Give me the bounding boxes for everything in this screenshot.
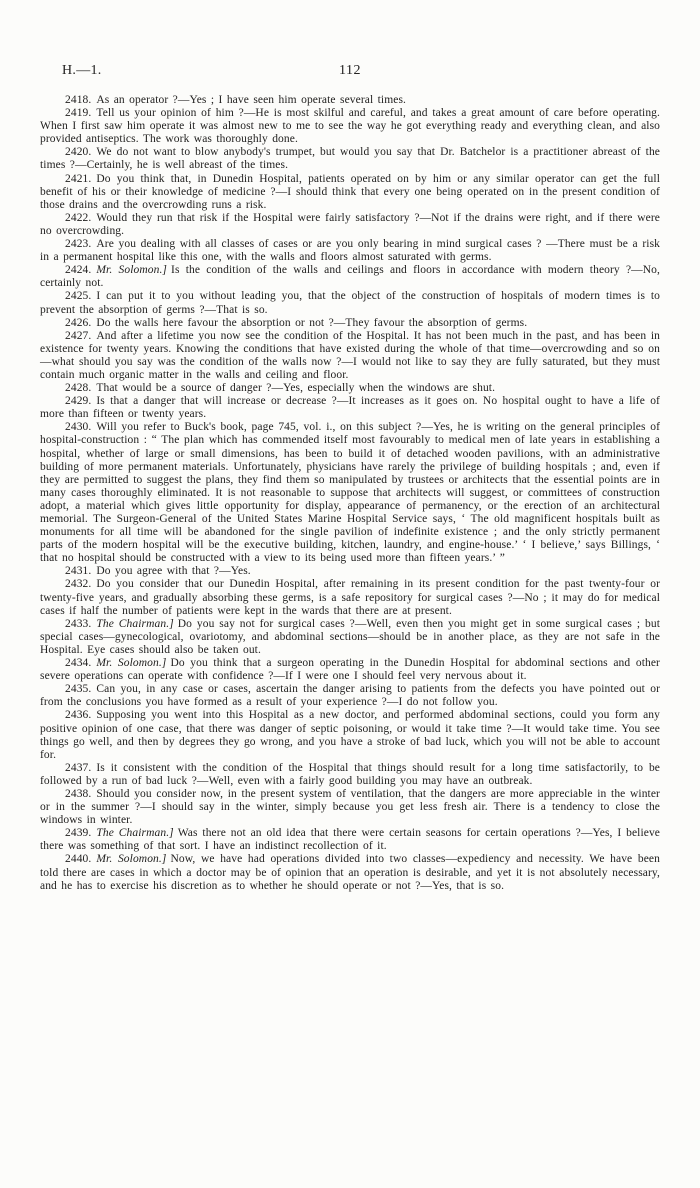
- qa-text: Tell us your opinion of him ?—He is most skilful and careful, and takes a great amount of care before operating. When I first saw him operate it was almost new to me to see the way he got everything ready and everything clean, and also provided antiseptics. The work was thoroughly done.: [40, 107, 660, 146]
- qa-text: Do you say not for surgical cases ?—Well, even then you might get in some surgical cases ; but special cases—gynecological, ovariotomy, and abdominal sections—should be in another place, as they are not safe in the Hospital. Eye cases should also be taken out.: [40, 617, 661, 656]
- question-number: 2430.: [65, 421, 92, 434]
- qa-paragraph: [40, 107, 660, 146]
- qa-paragraph: [40, 317, 660, 330]
- question-number: 2439.: [65, 827, 92, 840]
- qa-paragraph: [40, 395, 660, 421]
- qa-paragraph: [40, 709, 660, 761]
- qa-paragraph: [40, 173, 660, 212]
- page-number: 112: [339, 63, 361, 78]
- qa-paragraph: [40, 827, 660, 853]
- qa-paragraph: [40, 238, 660, 264]
- question-number: 2433.: [65, 617, 92, 630]
- question-number: 2435.: [65, 683, 92, 696]
- qa-paragraph: [40, 788, 660, 827]
- qa-text: Do you think that, in Dunedin Hospital, patients operated on by him or any similar operator can get the full benefit of his or their knowledge of medicine ?—I should think that every one being operated on in the present condition of those drains and the overcrowding runs a risk.: [40, 172, 660, 211]
- question-number: 2440.: [65, 853, 92, 866]
- qa-paragraph: [40, 683, 660, 709]
- qa-text: Is the condition of the walls and ceilings and floors in accordance with modern theory ?—No, certainly not.: [40, 264, 660, 290]
- qa-text: Should you consider now, in the present system of ventilation, that the dangers are more appreciable in the winter or in the summer ?—I should say in the winter, simply because you get less fresh air. There is a tendency to close the windows in winter.: [40, 787, 660, 827]
- question-number: 2429.: [65, 395, 92, 408]
- question-number: 2426.: [65, 316, 92, 329]
- qa-paragraph: [40, 853, 660, 892]
- qa-text: Do the walls here favour the absorption or not ?—They favour the absorption of germs.: [96, 316, 528, 329]
- qa-text: Do you consider that our Dunedin Hospital, after remaining in its present condition for the past twenty-four or twenty-five years, and gradually absorbing these germs, is a safe repository for surgical cases ?—No ; it may do for medical cases if half the number of patients were kept in the wards that there are at present.: [40, 578, 660, 617]
- question-number: 2432.: [65, 578, 92, 591]
- page-header: [40, 63, 660, 81]
- qa-text: Is that a danger that will increase or decrease ?—It increases as it goes on. No hospital ought to have a life of more than fifteen or twenty years.: [40, 395, 660, 421]
- transcript-body: [40, 94, 660, 893]
- qa-text: Now, we have had operations divided into two classes—expediency and necessity. We have been told there are cases in which a doctor may be of opinion that an operation is desirable, and yet it is not absolutely necessary, and he has to exercise his discretion as to whether he should operate or not ?—Yes, that is so.: [40, 853, 660, 892]
- speaker-name: Mr. Solomon.]: [96, 264, 168, 277]
- qa-paragraph: [40, 146, 660, 172]
- question-number: 2427.: [65, 329, 92, 342]
- qa-paragraph: [40, 578, 660, 617]
- question-number: 2428.: [65, 382, 92, 395]
- qa-text: Can you, in any case or cases, ascertain the danger arising to patients from the defects you have pointed out or from the conclusions you have formed as a result of your experience ?—I do not follow you.: [40, 683, 660, 709]
- question-number: 2431.: [65, 565, 92, 578]
- question-number: 2434.: [65, 657, 92, 670]
- question-number: 2420.: [65, 146, 92, 159]
- speaker-name: Mr. Solomon.]: [96, 853, 167, 866]
- qa-text: We do not want to blow anybody's trumpet, but would you say that Dr. Batchelor is a practitioner abreast of the times ?—Certainly, he is well abreast of the times.: [40, 146, 660, 172]
- qa-text: Do you agree with that ?—Yes.: [96, 565, 251, 578]
- qa-paragraph: [40, 330, 660, 382]
- speaker-name: Mr. Solomon.]: [96, 657, 167, 670]
- question-number: 2424.: [65, 264, 92, 277]
- qa-paragraph: [40, 565, 660, 578]
- qa-text: Is it consistent with the condition of the Hospital that things should result for a long time satisfactorily, to be followed by a run of bad luck ?—Well, even with a fairly good building you may have an outbreak.: [40, 761, 660, 787]
- question-number: 2422.: [65, 211, 92, 224]
- qa-text: As an operator ?—Yes ; I have seen him operate several times.: [96, 94, 407, 106]
- qa-text: I can put it to you without leading you, that the object of the construction of hospitals of modern times is to prevent the absorption of germs ?—That is so.: [40, 290, 660, 316]
- qa-text: Will you refer to Buck's book, page 745, vol. i., on this subject ?—Yes, he is writing on the general principles of hospital-construction : “ The plan which has commended itself most favourably to medical men of late years in establishing a hospital, whether of large or small dimensions, has been to build it of detached wooden pavilions, with an administrative building of more permanent materials. Unfortunately, physicians have rarely the privilege of building hospitals ; and, even if they are permitted to suggest the plans, they find them so manipulated by trustees or architects that the essential points are in many cases thoroughly eliminated. It is not reasonable to suppose that architects will suggest, or committees of construction adopt, a material which gives little opportunity for display, appearance of permanency, or the erection of an architectural memorial. The Surgeon-General of the United States Marine Hospital Service says, ‘ The old magnificent hospitals built as monuments for all time will be abandoned for the single pavilion of indefinite existence ; and the only strictly permanent parts of the modern hospital will be the executive building, kitchen, laundry, and engine-house.’ ‘ I believe,’ says Billings, ‘ that no hospital should be constructed with a view to its being used more than fifteen years.’ ”: [40, 421, 660, 565]
- qa-text: Do you think that a surgeon operating in the Dunedin Hospital for abdominal sections and other severe operations can operate with confidence ?—If I were one I should feel very nervous about it.: [40, 657, 660, 683]
- document-reference: H.—1.: [62, 63, 102, 78]
- question-number: 2425.: [65, 290, 92, 303]
- qa-paragraph: [40, 657, 660, 683]
- qa-text: Was there not an old idea that there were certain seasons for certain operations ?—Yes, I believe there was something of that sort. I have an indistinct recollection of it.: [40, 827, 660, 853]
- question-number: 2419.: [65, 107, 92, 120]
- qa-paragraph: [40, 264, 660, 290]
- qa-text: That would be a source of danger ?—Yes, especially when the windows are shut.: [96, 382, 496, 395]
- qa-paragraph: [40, 618, 660, 657]
- qa-text: Supposing you went into this Hospital as a new doctor, and performed abdominal sections, could you form any positive opinion of one case, that there was danger of septic poisoning, or would it take time ?—It would take time. You see things go well, and then by degrees they go wrong, and you have a stroke of bad luck, which you will not be able to account for.: [40, 709, 660, 761]
- qa-paragraph: [40, 94, 660, 107]
- question-number: 2437.: [65, 761, 92, 774]
- question-number: 2421.: [65, 172, 92, 185]
- speaker-name: The Chairman.]: [96, 827, 174, 840]
- qa-paragraph: [40, 212, 660, 238]
- question-number: 2438.: [65, 787, 92, 800]
- speaker-name: The Chairman.]: [96, 617, 174, 630]
- qa-text: Would they run that risk if the Hospital were fairly satisfactory ?—Not if the drains were right, and if there were no overcrowding.: [40, 211, 660, 237]
- qa-text: Are you dealing with all classes of cases or are you only bearing in mind surgical cases ? —There must be a risk in a permanent hospital like this one, with the walls and floors almost saturated with germs.: [40, 238, 660, 264]
- qa-paragraph: [40, 421, 660, 565]
- qa-paragraph: [40, 382, 660, 395]
- qa-paragraph: [40, 762, 660, 788]
- question-number: 2423.: [65, 238, 92, 251]
- qa-text: And after a lifetime you now see the condition of the Hospital. It has not been much in the past, and has been in existence for twenty years. Knowing the conditions that have existed during the whole of that time—overcrowding and so on—what should you say was the condition of the walls now ?—I would not like to say they are fully saturated, but they must contain much organic matter in the walls and ceiling and floor.: [40, 329, 660, 381]
- question-number: 2418.: [65, 94, 92, 106]
- question-number: 2436.: [65, 709, 92, 722]
- qa-paragraph: [40, 290, 660, 316]
